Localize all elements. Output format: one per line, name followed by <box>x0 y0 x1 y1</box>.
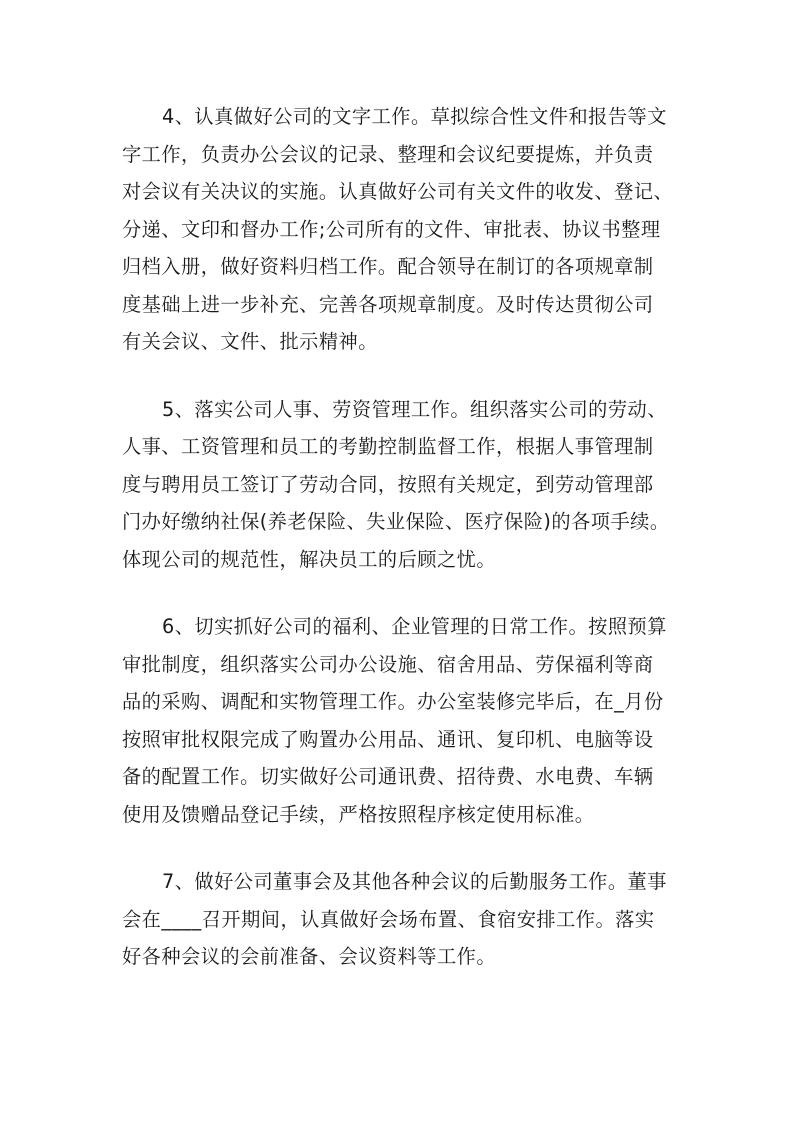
text-line: 7、做好公司董事会及其他各种会议的后勤服务工作。董事 <box>162 870 667 893</box>
text-line: 审批制度，组织落实公司办公设施、宿舍用品、劳保福利等商 <box>122 652 654 676</box>
paragraph-7 <box>122 863 688 976</box>
text-line: 4、认真做好公司的文字工作。草拟综合性文件和报告等文 <box>162 105 667 128</box>
document-page <box>122 98 688 1006</box>
text-line: 体现公司的规范性，解决员工的后顾之忧。 <box>122 547 497 571</box>
text-line: 人事、工资管理和员工的考勤控制监督工作，根据人事管理制 <box>122 435 654 458</box>
text-line: 度基础上进一步补充、完善各项规章制度。及时传达贯彻公司 <box>122 292 654 316</box>
text-line: 备的配置工作。切实做好公司通讯费、招待费、水电费、车辆 <box>122 765 654 788</box>
text-line: 好各种会议的会前准备、会议资料等工作。 <box>122 945 497 968</box>
text-line: 有关会议、文件、批示精神。 <box>122 330 378 353</box>
paragraph-5 <box>122 391 688 579</box>
text-line: 分递、文印和督办工作;公司所有的文件、审批表、协议书整理 <box>122 217 661 241</box>
paragraph-4 <box>122 98 688 361</box>
text-line: 6、切实抓好公司的福利、企业管理的日常工作。按照预算 <box>162 615 667 638</box>
paragraph-6 <box>122 608 688 833</box>
text-line: 度与聘用员工签订了劳动合同，按照有关规定，到劳动管理部 <box>122 472 654 496</box>
text-line: 门办好缴纳社保(养老保险、失业保险、医疗保险)的各项手续。 <box>122 510 670 533</box>
text-line: 5、落实公司人事、劳资管理工作。组织落实公司的劳动、 <box>162 397 667 421</box>
text-line: 字工作，负责办公会议的记录、整理和会议纪要提炼，并负责 <box>122 142 654 166</box>
text-line: 使用及馈赠品登记手续，严格按照程序核定使用标准。 <box>122 802 595 826</box>
text-line: 归档入册，做好资料归档工作。配合领导在制订的各项规章制 <box>122 255 654 278</box>
text-line: 对会议有关决议的实施。认真做好公司有关文件的收发、登记、 <box>122 180 674 203</box>
text-line: 会在____召开期间，认真做好会场布置、食宿安排工作。落实 <box>122 907 655 931</box>
text-line: 按照审批权限完成了购置办公用品、通讯、复印机、电脑等设 <box>122 727 654 751</box>
text-line: 品的采购、调配和实物管理工作。办公室装修完毕后，在_月份 <box>122 690 664 713</box>
